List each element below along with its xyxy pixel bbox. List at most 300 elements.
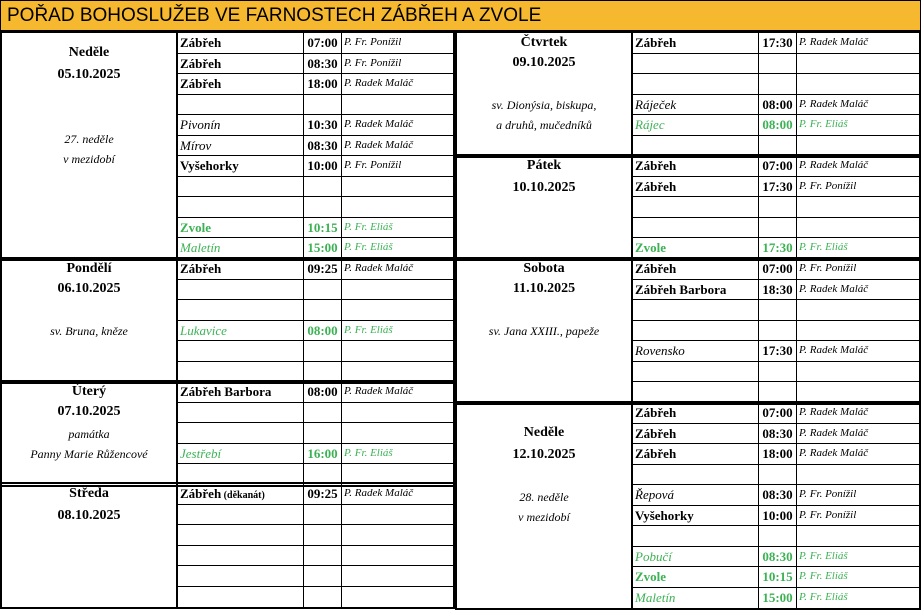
service-row	[178, 136, 453, 157]
service-place	[633, 300, 759, 320]
service-time: 07:00	[759, 259, 797, 279]
service-place-text: Ráječek	[635, 96, 677, 112]
service-priest	[797, 74, 919, 94]
service-time	[759, 74, 797, 94]
service-place	[633, 547, 759, 567]
service-time: 15:00	[759, 588, 797, 609]
service-priest	[797, 526, 919, 546]
service-place	[633, 177, 759, 197]
service-place	[633, 197, 759, 217]
service-row	[633, 54, 919, 75]
liturgical-note-line2: v mezidobí	[518, 510, 570, 524]
day-label	[457, 403, 633, 608]
day-block-neděle	[455, 401, 921, 610]
liturgical-note-line2: a druhů, mučedníků	[496, 118, 592, 132]
service-place	[178, 280, 304, 300]
service-place	[633, 115, 759, 135]
service-place	[633, 33, 759, 53]
day-name: Sobota	[523, 261, 565, 276]
service-priest: P. Radek Maláč	[799, 159, 869, 171]
service-time	[304, 177, 342, 197]
service-priest: P. Radek Maláč	[799, 282, 869, 295]
service-row	[633, 526, 919, 547]
day-block-pondělí	[0, 257, 455, 384]
service-priest: P. Fr. Ponížil	[344, 56, 402, 69]
service-place	[178, 587, 304, 608]
service-rows	[178, 484, 453, 607]
day-name: Neděle	[68, 45, 110, 60]
liturgical-note: sv. Jana XXIII., papeže	[488, 324, 600, 338]
service-place	[633, 465, 759, 485]
service-place	[178, 95, 304, 115]
service-time	[759, 362, 797, 382]
service-rows	[178, 33, 453, 259]
service-row	[633, 95, 919, 116]
service-time	[304, 341, 342, 361]
service-time	[304, 362, 342, 383]
service-time	[759, 382, 797, 403]
service-place	[178, 321, 304, 341]
service-priest: P. Radek Maláč	[344, 385, 414, 397]
service-row	[633, 74, 919, 95]
day-block-čtvrtek	[455, 31, 921, 158]
service-place	[633, 567, 759, 587]
service-place-text: Zábřeh	[180, 55, 222, 71]
service-place	[633, 54, 759, 74]
service-row	[178, 382, 453, 403]
service-time: 08:30	[304, 54, 342, 74]
service-priest	[342, 403, 453, 423]
service-row	[633, 382, 919, 403]
service-time: 17:30	[759, 341, 797, 361]
service-row	[633, 136, 919, 157]
day-block-středa	[0, 482, 455, 609]
service-time	[304, 423, 342, 443]
service-priest	[342, 177, 453, 197]
service-priest: P. Fr. Eliáš	[344, 323, 393, 336]
service-row	[178, 566, 453, 587]
service-priest	[342, 362, 453, 383]
service-row	[633, 218, 919, 239]
service-row	[178, 259, 453, 280]
day-date: 11.10.2025	[512, 281, 576, 296]
service-time: 17:30	[759, 177, 797, 197]
service-row	[633, 321, 919, 342]
service-place-text: Rájec	[635, 117, 665, 132]
service-row	[178, 444, 453, 465]
service-time: 10:00	[759, 506, 797, 526]
liturgical-note-line2: Panny Marie Růžencové	[30, 447, 148, 461]
service-priest	[797, 362, 919, 382]
service-place-text: Lukavice	[180, 322, 227, 338]
service-place	[633, 259, 759, 279]
service-priest	[797, 300, 919, 320]
service-time: 08:30	[759, 485, 797, 505]
service-time: 07:00	[304, 33, 342, 53]
service-place	[178, 484, 304, 504]
service-row	[633, 403, 919, 424]
service-rows	[633, 259, 919, 403]
service-priest	[797, 465, 919, 485]
service-time: 08:00	[304, 382, 342, 402]
service-place	[178, 341, 304, 361]
service-priest	[342, 280, 453, 300]
service-place-text: Zábřeh	[180, 76, 222, 91]
day-label	[457, 156, 633, 259]
service-place	[633, 485, 759, 505]
service-time	[304, 280, 342, 300]
service-row	[178, 54, 453, 75]
service-priest: P. Radek Maláč	[799, 36, 869, 48]
service-place	[633, 382, 759, 403]
service-priest: P. Radek Maláč	[344, 118, 414, 130]
service-time: 08:30	[759, 547, 797, 567]
service-time: 07:00	[759, 403, 797, 423]
service-priest	[342, 95, 453, 115]
service-priest	[342, 566, 453, 586]
liturgical-note: sv. Bruna, kněze	[50, 324, 128, 338]
page-title: POŘAD BOHOSLUŽEB VE FARNOSTECH ZÁBŘEH A ZVOLE	[0, 0, 921, 31]
service-priest	[342, 341, 453, 361]
service-time	[304, 197, 342, 217]
service-priest: P. Radek Maláč	[799, 426, 869, 439]
service-place-text: Zábřeh	[635, 405, 677, 420]
service-row	[633, 341, 919, 362]
service-place-text: Vyšehorky	[180, 158, 239, 173]
service-place	[178, 362, 304, 383]
service-priest	[342, 423, 453, 443]
day-label	[2, 382, 178, 485]
service-row	[178, 321, 453, 342]
service-row	[633, 156, 919, 177]
service-place	[178, 382, 304, 402]
service-time	[759, 465, 797, 485]
day-date: 09.10.2025	[512, 55, 576, 70]
service-row	[178, 300, 453, 321]
service-time	[304, 300, 342, 320]
service-place-text: Zábřeh	[635, 446, 677, 461]
service-priest: P. Fr. Ponížil	[799, 262, 857, 274]
service-place	[633, 506, 759, 526]
service-rows	[633, 156, 919, 259]
service-rows	[633, 403, 919, 608]
service-priest	[797, 382, 919, 403]
service-place-text: Zábřeh	[180, 35, 222, 50]
service-place	[178, 566, 304, 586]
service-row	[178, 505, 453, 526]
service-row	[633, 197, 919, 218]
service-place	[178, 300, 304, 320]
service-place	[178, 238, 304, 259]
service-place-text: Zvole	[180, 219, 212, 235]
service-time: 17:30	[759, 238, 797, 259]
service-time: 16:00	[304, 444, 342, 464]
service-time: 15:00	[304, 238, 342, 259]
service-row	[633, 588, 919, 609]
service-row	[178, 484, 453, 505]
service-time: 08:00	[759, 95, 797, 115]
day-date: 06.10.2025	[57, 281, 121, 296]
service-time	[759, 300, 797, 320]
service-row	[178, 177, 453, 198]
service-place	[178, 177, 304, 197]
day-block-sobota	[455, 257, 921, 405]
service-row	[178, 546, 453, 567]
service-time	[759, 526, 797, 546]
service-time: 08:30	[759, 424, 797, 444]
liturgical-note: sv. Dionýsia, biskupa,	[491, 98, 597, 112]
service-place	[633, 526, 759, 546]
day-block-úterý	[0, 380, 455, 487]
service-place-text: Pobučí	[635, 548, 672, 564]
service-priest: P. Fr. Eliáš	[799, 549, 848, 562]
service-place	[178, 525, 304, 545]
service-row	[633, 506, 919, 527]
service-place-text: Zvole	[635, 569, 667, 584]
service-row	[633, 547, 919, 568]
service-priest: P. Radek Maláč	[799, 344, 869, 356]
service-place-text: Zábřeh	[635, 425, 677, 441]
service-place	[178, 136, 304, 156]
service-time: 10:15	[304, 218, 342, 238]
service-place	[633, 280, 759, 300]
service-place	[633, 588, 759, 609]
service-place	[633, 403, 759, 423]
service-place-extra: (děkanát)	[221, 490, 265, 501]
day-block-pátek	[455, 154, 921, 261]
service-place	[633, 321, 759, 341]
service-priest	[797, 321, 919, 341]
service-row	[178, 238, 453, 259]
service-time	[304, 403, 342, 423]
service-place-text: Mírov	[180, 137, 212, 153]
service-row	[633, 567, 919, 588]
service-time	[304, 505, 342, 525]
service-row	[178, 115, 453, 136]
service-row	[178, 95, 453, 116]
service-place	[178, 197, 304, 217]
day-date: 08.10.2025	[57, 508, 121, 523]
liturgical-note: památka	[68, 427, 110, 441]
service-time: 17:30	[759, 33, 797, 53]
service-place	[178, 33, 304, 53]
service-row	[178, 74, 453, 95]
service-place-text: Maletín	[180, 240, 221, 255]
service-priest: P. Fr. Eliáš	[344, 446, 393, 459]
service-priest	[342, 546, 453, 566]
service-place	[178, 115, 304, 135]
day-name: Neděle	[523, 425, 565, 440]
service-priest: P. Fr. Ponížil	[799, 179, 857, 192]
service-row	[633, 259, 919, 280]
day-name: Pondělí	[66, 261, 112, 276]
day-name: Pátek	[526, 158, 562, 173]
service-row	[633, 115, 919, 136]
service-place	[633, 238, 759, 259]
day-date: 05.10.2025	[57, 67, 121, 82]
service-place	[178, 259, 304, 279]
service-time	[304, 525, 342, 545]
service-time: 18:00	[759, 444, 797, 464]
service-priest: P. Fr. Eliáš	[799, 241, 848, 253]
service-row	[178, 525, 453, 546]
service-row	[633, 362, 919, 383]
service-row	[178, 280, 453, 301]
service-row	[178, 197, 453, 218]
service-priest: P. Fr. Eliáš	[799, 590, 848, 603]
service-time	[759, 54, 797, 74]
service-time: 09:25	[304, 259, 342, 279]
service-rows	[178, 259, 453, 382]
service-place	[633, 136, 759, 157]
service-place	[178, 218, 304, 238]
service-time	[759, 136, 797, 157]
service-time	[759, 218, 797, 238]
service-priest	[797, 218, 919, 238]
service-time	[304, 546, 342, 566]
service-place	[178, 54, 304, 74]
service-row	[633, 485, 919, 506]
service-priest: P. Radek Maláč	[799, 447, 869, 459]
service-place-text: Zábřeh	[180, 486, 222, 501]
service-priest: P. Fr. Eliáš	[344, 241, 393, 253]
service-place	[178, 403, 304, 423]
service-place-text: Pivonín	[180, 117, 221, 132]
service-priest: P. Radek Maláč	[344, 487, 414, 499]
service-priest: P. Fr. Ponížil	[344, 159, 402, 171]
service-row	[178, 587, 453, 608]
day-label	[2, 259, 178, 382]
service-place	[633, 444, 759, 464]
service-time: 10:15	[759, 567, 797, 587]
day-date: 10.10.2025	[512, 180, 576, 195]
service-time	[759, 197, 797, 217]
service-priest: P. Fr. Ponížil	[799, 508, 857, 521]
service-time: 10:00	[304, 156, 342, 176]
service-priest	[342, 587, 453, 608]
service-row	[633, 177, 919, 198]
service-priest	[797, 197, 919, 217]
service-place	[633, 156, 759, 176]
service-priest	[342, 525, 453, 545]
service-place-text: Zábřeh Barbora	[635, 281, 727, 297]
service-place-text: Jestřebí	[180, 445, 222, 461]
service-row	[178, 218, 453, 239]
service-priest	[342, 300, 453, 320]
service-place-text: Zábřeh Barbora	[180, 384, 272, 399]
service-time: 18:00	[304, 74, 342, 94]
service-place-text: Řepová	[635, 487, 674, 502]
service-time: 09:25	[304, 484, 342, 504]
service-rows	[178, 382, 453, 485]
service-place	[633, 95, 759, 115]
service-place-text: Zábřeh	[635, 178, 677, 194]
service-priest: P. Fr. Eliáš	[799, 570, 848, 582]
service-place	[178, 423, 304, 443]
service-rows	[633, 33, 919, 156]
service-priest: P. Radek Maláč	[799, 97, 869, 110]
service-time	[304, 95, 342, 115]
service-row	[178, 156, 453, 177]
service-priest: P. Fr. Eliáš	[344, 220, 393, 233]
day-label	[2, 33, 178, 259]
service-row	[633, 33, 919, 54]
service-time	[304, 566, 342, 586]
service-place	[633, 362, 759, 382]
service-place	[633, 74, 759, 94]
service-row	[178, 423, 453, 444]
service-row	[178, 341, 453, 362]
service-place	[178, 74, 304, 94]
service-row	[633, 444, 919, 465]
service-priest: P. Radek Maláč	[344, 138, 414, 151]
service-place	[178, 444, 304, 464]
service-row	[633, 280, 919, 301]
service-time: 07:00	[759, 156, 797, 176]
service-priest	[797, 54, 919, 74]
day-label	[2, 484, 178, 607]
service-row	[633, 424, 919, 445]
service-place	[633, 218, 759, 238]
day-date: 12.10.2025	[512, 447, 576, 462]
service-place	[633, 341, 759, 361]
service-priest: P. Fr. Ponížil	[344, 36, 402, 48]
service-time	[759, 321, 797, 341]
service-priest: P. Radek Maláč	[344, 77, 414, 89]
service-place-text: Zábřeh	[635, 35, 677, 50]
service-priest	[797, 136, 919, 157]
service-time: 08:00	[759, 115, 797, 135]
service-row	[633, 238, 919, 259]
service-place	[178, 505, 304, 525]
day-date: 07.10.2025	[57, 404, 121, 419]
service-row	[633, 300, 919, 321]
service-time	[304, 587, 342, 608]
day-label	[457, 33, 633, 156]
service-priest	[342, 505, 453, 525]
service-place-text: Zvole	[635, 240, 667, 255]
day-name: Středa	[69, 486, 109, 501]
service-place-text: Maletín	[635, 589, 676, 605]
liturgical-note-line2: v mezidobí	[63, 152, 115, 166]
service-row	[178, 403, 453, 424]
day-block-neděle	[0, 31, 455, 261]
service-time: 08:00	[304, 321, 342, 341]
liturgical-note: 28. neděle	[519, 490, 569, 504]
service-place-text: Rovensko	[635, 343, 685, 358]
service-place-text: Vyšehorky	[635, 507, 694, 523]
day-name: Čtvrtek	[520, 35, 568, 50]
service-priest: P. Fr. Eliáš	[799, 118, 848, 130]
service-place	[633, 424, 759, 444]
service-priest: P. Radek Maláč	[344, 262, 414, 274]
service-priest: P. Radek Maláč	[799, 406, 869, 418]
service-row	[633, 465, 919, 486]
service-place	[178, 546, 304, 566]
service-place-text: Zábřeh	[635, 158, 677, 173]
service-row	[178, 362, 453, 383]
day-label	[457, 259, 633, 403]
service-priest: P. Fr. Ponížil	[799, 488, 857, 500]
service-place	[178, 156, 304, 176]
service-time: 10:30	[304, 115, 342, 135]
service-priest	[342, 197, 453, 217]
service-time: 18:30	[759, 280, 797, 300]
service-place-text: Zábřeh	[180, 261, 222, 276]
liturgical-note: 27. neděle	[64, 132, 114, 146]
service-place-text: Zábřeh	[635, 261, 677, 276]
service-time: 08:30	[304, 136, 342, 156]
